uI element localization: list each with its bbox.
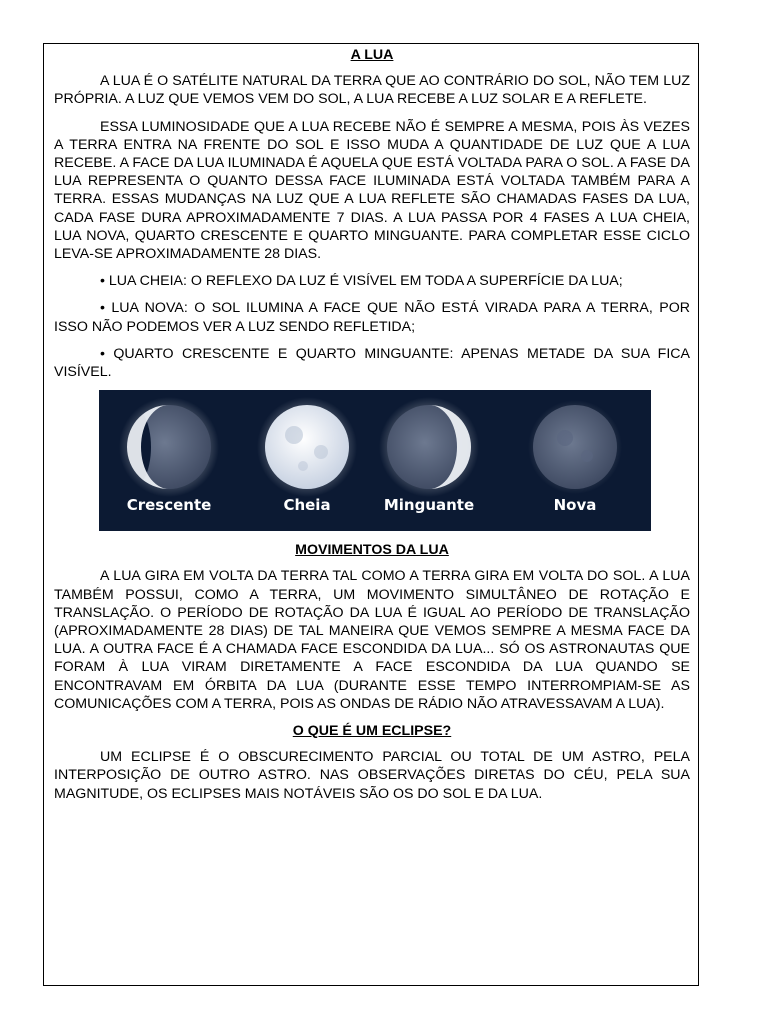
document-body — [54, 46, 690, 812]
moon-phases-figure — [99, 390, 651, 531]
moon-label-nova: Nova — [553, 496, 597, 515]
moon-label-crescente: Crescente — [126, 496, 212, 515]
moon-cheia-icon — [257, 397, 357, 497]
bullet-new-moon: • LUA NOVA: O SOL ILUMINA A FACE QUE NÃO ESTÁ VIRADA PARA A TERRA, POR ISSO NÃO PODEMOS VER A LUZ SENDO REFLETIDA; — [54, 300, 690, 335]
eclipse-heading: O QUE É UM ECLIPSE? — [292, 723, 452, 740]
moon-label-minguante: Minguante — [383, 496, 475, 515]
movements-paragraph: A LUA GIRA EM VOLTA DA TERRA TAL COMO A TERRA GIRA EM VOLTA DO SOL. A LUA TAMBÉM POSSUI, COMO A TERRA, UM MOVIMENTO SIMULTÂNEO DE ROTAÇÃO E TRANSLAÇÃO. O PERÍODO DE ROTAÇÃO DA LUA É IGUAL AO PERÍODO DE TRANSLAÇÃO (APROXIMADAMENTE 28 DIAS) DE TAL MANEIRA QUE VEMOS SEMPRE A MESMA FACE DA LUA. A OUTRA FACE É A CHAMADA FACE ESCONDIDA DA LUA... SÓ OS ASTRONAUTAS QUE FORAM À LUA VIRAM DIRETAMENTE A FACE ESCONDIDA DA LUA QUANDO SE ENCONTRAVAM EM ÓRBITA DA LUA (DURANTE ESSE TEMPO INTERROMPIAM-SE AS COMUNICAÇÕES COM A TERRA, POIS AS ONDAS DE RÁDIO NÃO ATRAVESSAVAM A LUA). — [54, 568, 690, 712]
document-title: A LUA — [350, 47, 394, 63]
bullet-quarters: • QUARTO CRESCENTE E QUARTO MINGUANTE: APENAS METADE DA SUA FICA VISÍVEL. — [54, 345, 690, 381]
intro-paragraph: A LUA É O SATÉLITE NATURAL DA TERRA QUE AO CONTRÁRIO DO SOL, NÃO TEM LUZ PRÓPRIA. A LUZ QUE VEMOS VEM DO SOL, A LUA RECEBE A LUZ SOLAR E A REFLETE. — [54, 73, 690, 108]
bullet-full-moon: • LUA CHEIA: O REFLEXO DA LUZ É VISÍVEL EM TODA A SUPERFÍCIE DA LUA; — [100, 273, 623, 290]
phases-paragraph: ESSA LUMINOSIDADE QUE A LUA RECEBE NÃO É SEMPRE A MESMA, POIS ÀS VEZES A TERRA ENTRA NA FRENTE DO SOL E ISSO MUDA A QUANTIDADE DE LUZ QUE A LUA RECEBE. A FACE DA LUA ILUMINADA É AQUELA QUE ESTÁ VOLTADA PARA O SOL. A FASE DA LUA REPRESENTA O QUANTO DESSA FACE ILUMINADA ESTÁ VOLTADA TAMBÉM PARA A TERRA. ESSAS MUDANÇAS NA LUZ QUE A LUA REFLETE SÃO CHAMADAS FASES DA LUA, CADA FASE DURA APROXIMADAMENTE 7 DIAS. A LUA PASSA POR 4 FASES A LUA CHEIA, LUA NOVA, QUARTO CRESCENTE E QUARTO MINGUANTE. PARA COMPLETAR ESSE CICLO LEVA-SE APROXIMADAMENTE 28 DIAS. — [54, 118, 690, 263]
moon-crescente-icon — [107, 397, 219, 497]
movements-heading: MOVIMENTOS DA LUA — [295, 542, 449, 559]
moon-minguante-icon — [379, 397, 479, 497]
moon-nova-icon — [528, 400, 622, 494]
moon-label-cheia: Cheia — [283, 496, 331, 515]
eclipse-paragraph: UM ECLIPSE É O OBSCURECIMENTO PARCIAL OU TOTAL DE UM ASTRO, PELA INTERPOSIÇÃO DE OUTRO ASTRO. NAS OBSERVAÇÕES DIRETAS DO CÉU, PELA SUA MAGNITUDE, OS ECLIPSES MAIS NOTÁVEIS SÃO OS DO SOL E DA LUA. — [54, 749, 690, 802]
